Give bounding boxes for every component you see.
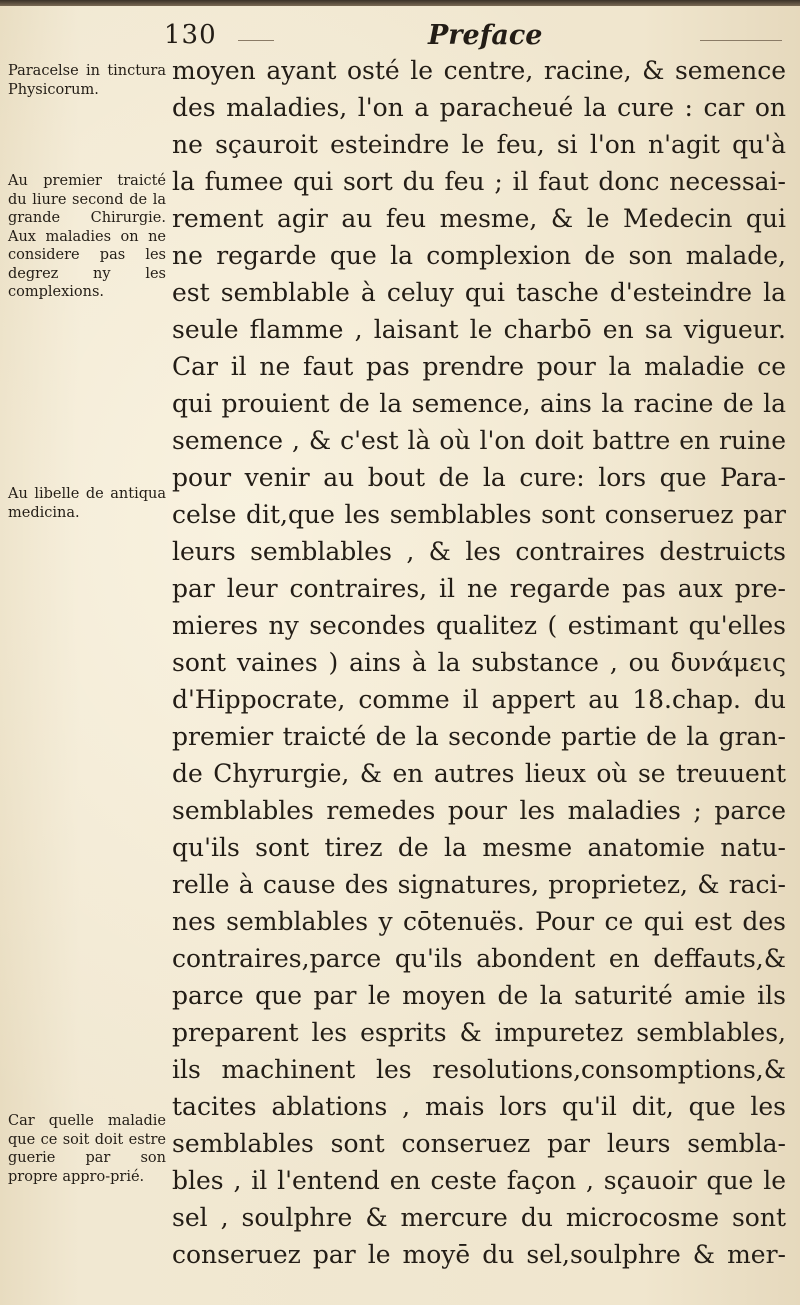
body-text-line: celse dit,que les semblables sont conseruez par [172,500,786,529]
body-text-line: bles , il l'entend en ceste façon , sçauoir que le [172,1166,786,1195]
body-text-line: sel , soulphre & mercure du microcosme sont [172,1203,786,1232]
running-title: Preface [428,20,543,51]
body-text-line: ne sçauroit esteindre le feu, si l'on n'agit qu'à [172,130,786,159]
body-text-line: pour venir au bout de la cure: lors que Para- [172,463,786,492]
body-text-line: semence , & c'est là où l'on doit battre en ruine [172,426,786,455]
marginal-note: Au libelle de antiqua medicina. [8,486,166,521]
body-text-line: leurs semblables , & les contraires destruicts [172,537,786,566]
body-text-line: semblables remedes pour les maladies ; parce [172,796,786,825]
body-text-line: rement agir au feu mesme, & le Medecin qui [172,204,786,233]
body-text-line: qui prouient de la semence, ains la racine de la [172,389,786,418]
body-text-line: mieres ny secondes qualitez ( estimant qu'elles [172,611,786,640]
body-text-line: preparent les esprits & impuretez semblables, [172,1018,786,1047]
main-text-block [172,52,786,1273]
body-text-line: semblables sont conseruez par leurs sembla- [172,1129,786,1158]
body-text-line: premier traicté de la seconde partie de la gran- [172,722,786,751]
body-text-line: nes semblables y cōtenuës. Pour ce qui est des [172,907,786,936]
body-text-line: sont vaines ) ains à la substance , ou δυνάμεις [172,648,786,677]
marginal-notes-column [8,0,166,1305]
body-text-line: d'Hippocrate, comme il appert au 18.chap. du [172,685,786,714]
body-text-line: est semblable à celuy qui tasche d'esteindre la [172,278,786,307]
page-number: 130 [164,20,217,50]
body-text-line: relle à cause des signatures, proprietez, & raci- [172,870,786,899]
marginal-note: Car quelle maladie que ce soit doit estre guerie par son propre appro-prié. [8,1113,166,1185]
body-text-line: la fumee qui sort du feu ; il faut donc necessai- [172,167,786,196]
body-text-line: qu'ils sont tirez de la mesme anatomie natu- [172,833,786,862]
body-text-line: parce que par le moyen de la saturité amie ils [172,981,786,1010]
body-text-line: conseruez par le moyē du sel,soulphre & mer- [172,1240,786,1269]
body-text-line: tacites ablations , mais lors qu'il dit, que les [172,1092,786,1121]
body-text-line: contraires,parce qu'ils abondent en deffauts,& [172,944,786,973]
body-text-line: de Chyrurgie, & en autres lieux où se treuuent [172,759,786,788]
body-text-line: des maladies, l'on a paracheué la cure : car on [172,93,786,122]
body-text-line: seule flamme , laisant le charbō en sa vigueur. [172,315,786,344]
body-text-line: ils machinent les resolutions,consomptions,& [172,1055,786,1084]
body-text-line: Car il ne faut pas prendre pour la maladie ce [172,352,786,381]
header-divider-left [238,40,274,41]
body-text-line: ne regarde que la complexion de son malade, [172,241,786,270]
marginal-note: Au premier traicté du liure second de la grande Chirurgie. Aux maladies on ne considere pas les degrez ny les complexions. [8,173,166,300]
header-divider-right [700,40,782,41]
body-text-line: moyen ayant osté le centre, racine, & semence [172,56,786,85]
body-text-line: par leur contraires, il ne regarde pas aux pre- [172,574,786,603]
marginal-note: Paracelse in tinctura Physicorum. [8,63,166,98]
